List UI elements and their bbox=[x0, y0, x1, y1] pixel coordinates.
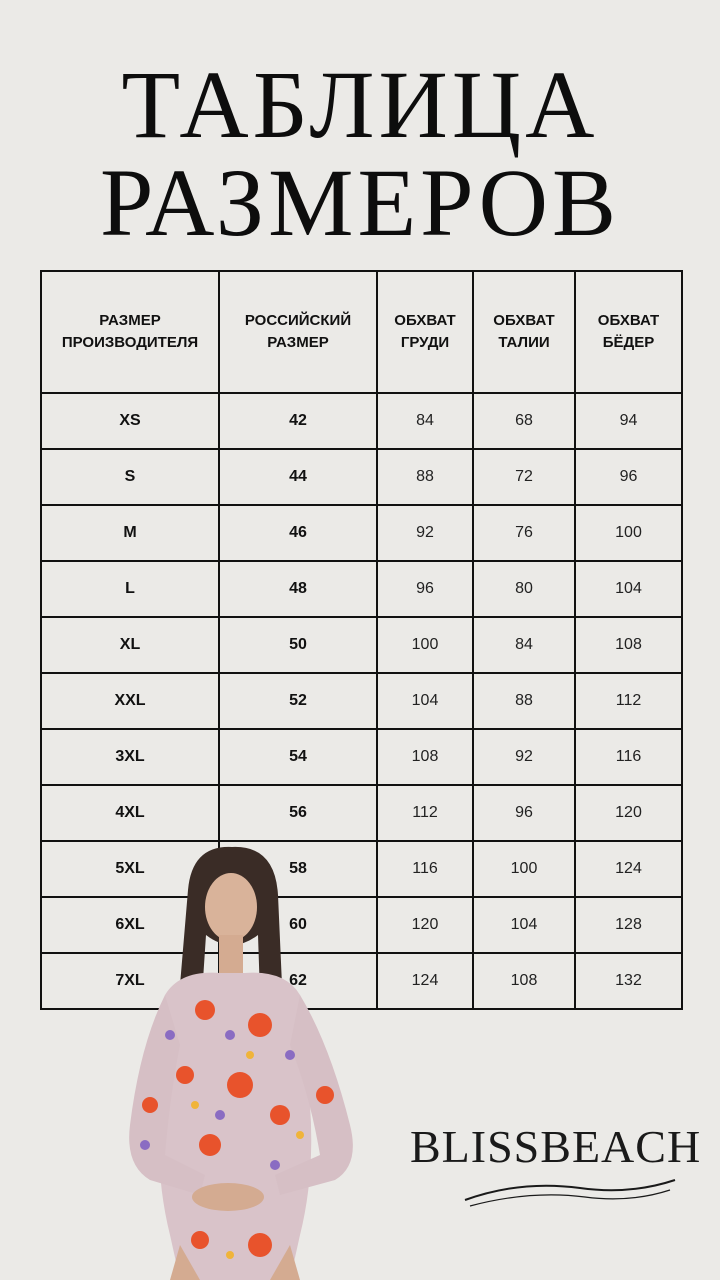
header-hips bbox=[575, 271, 682, 393]
cell-manufacturer-size: 3XL bbox=[41, 729, 219, 785]
header-hips-line2: БЁДЕР bbox=[602, 334, 655, 351]
brand-logo-text: BLISSBEACH bbox=[410, 1121, 702, 1172]
cell-hips: 120 bbox=[575, 785, 682, 841]
cell-bust: 92 bbox=[377, 505, 473, 561]
cell-hips: 94 bbox=[575, 393, 682, 449]
table-row bbox=[41, 561, 682, 617]
table-header-row bbox=[41, 271, 682, 393]
cell-bust: 108 bbox=[377, 729, 473, 785]
cell-hips: 116 bbox=[575, 729, 682, 785]
cell-waist: 76 bbox=[473, 505, 575, 561]
cell-russian-size: 54 bbox=[219, 729, 377, 785]
cell-hips: 108 bbox=[575, 617, 682, 673]
cell-bust: 116 bbox=[377, 841, 473, 897]
wave-swash-icon bbox=[410, 1120, 702, 1220]
cell-russian-size: 62 bbox=[219, 953, 377, 1009]
cell-bust: 120 bbox=[377, 897, 473, 953]
cell-russian-size: 48 bbox=[219, 561, 377, 617]
cell-manufacturer-size: 4XL bbox=[41, 785, 219, 841]
cell-bust: 124 bbox=[377, 953, 473, 1009]
cell-hips: 124 bbox=[575, 841, 682, 897]
header-waist bbox=[473, 271, 575, 393]
header-bust-line2: ГРУДИ bbox=[400, 334, 450, 351]
header-russian-size bbox=[219, 271, 377, 393]
header-russian-size-line1: РОССИЙСКИЙ bbox=[244, 312, 352, 329]
header-manufacturer-size-line2: ПРОИЗВОДИТЕЛЯ bbox=[61, 334, 199, 351]
cell-hips: 112 bbox=[575, 673, 682, 729]
header-hips-line1: ОБХВАТ bbox=[597, 312, 660, 329]
cell-bust: 88 bbox=[377, 449, 473, 505]
table-row bbox=[41, 673, 682, 729]
cell-manufacturer-size: XXL bbox=[41, 673, 219, 729]
cell-waist: 92 bbox=[473, 729, 575, 785]
header-manufacturer-size bbox=[41, 271, 219, 393]
brand-logo bbox=[410, 1120, 702, 1220]
cell-waist: 68 bbox=[473, 393, 575, 449]
cell-manufacturer-size: L bbox=[41, 561, 219, 617]
header-bust-line1: ОБХВАТ bbox=[394, 312, 456, 329]
cell-manufacturer-size: 7XL bbox=[41, 953, 219, 1009]
cell-bust: 112 bbox=[377, 785, 473, 841]
cell-bust: 104 bbox=[377, 673, 473, 729]
cell-hips: 132 bbox=[575, 953, 682, 1009]
table-row bbox=[41, 729, 682, 785]
cell-russian-size: 52 bbox=[219, 673, 377, 729]
header-manufacturer-size-line1: РАЗМЕР bbox=[99, 312, 161, 329]
cell-waist: 84 bbox=[473, 617, 575, 673]
cell-hips: 100 bbox=[575, 505, 682, 561]
header-waist-line2: ТАЛИИ bbox=[498, 334, 550, 351]
cell-russian-size: 50 bbox=[219, 617, 377, 673]
cell-bust: 96 bbox=[377, 561, 473, 617]
header-bust bbox=[377, 271, 473, 393]
table-row bbox=[41, 785, 682, 841]
cell-russian-size: 58 bbox=[219, 841, 377, 897]
table-row bbox=[41, 617, 682, 673]
cell-manufacturer-size: 5XL bbox=[41, 841, 219, 897]
cell-bust: 100 bbox=[377, 617, 473, 673]
cell-manufacturer-size: XS bbox=[41, 393, 219, 449]
header-russian-size-line2: РАЗМЕР bbox=[267, 334, 329, 351]
cell-waist: 108 bbox=[473, 953, 575, 1009]
cell-hips: 96 bbox=[575, 449, 682, 505]
model-photo bbox=[110, 845, 375, 1280]
cell-manufacturer-size: S bbox=[41, 449, 219, 505]
cell-russian-size: 46 bbox=[219, 505, 377, 561]
cell-waist: 80 bbox=[473, 561, 575, 617]
page-title-line-2: РАЗМЕРОВ bbox=[99, 149, 621, 256]
cell-waist: 88 bbox=[473, 673, 575, 729]
cell-russian-size: 42 bbox=[219, 393, 377, 449]
cell-waist: 72 bbox=[473, 449, 575, 505]
cell-russian-size: 44 bbox=[219, 449, 377, 505]
cell-bust: 84 bbox=[377, 393, 473, 449]
cell-manufacturer-size: M bbox=[41, 505, 219, 561]
header-waist-line1: ОБХВАТ bbox=[493, 312, 555, 329]
cell-hips: 104 bbox=[575, 561, 682, 617]
table-row bbox=[41, 393, 682, 449]
cell-russian-size: 60 bbox=[219, 897, 377, 953]
page-title-line-1: ТАБЛИЦА bbox=[121, 51, 599, 158]
cell-russian-size: 56 bbox=[219, 785, 377, 841]
cell-manufacturer-size: XL bbox=[41, 617, 219, 673]
cell-waist: 100 bbox=[473, 841, 575, 897]
cell-hips: 128 bbox=[575, 897, 682, 953]
cell-waist: 104 bbox=[473, 897, 575, 953]
table-row bbox=[41, 505, 682, 561]
cell-manufacturer-size: 6XL bbox=[41, 897, 219, 953]
cell-waist: 96 bbox=[473, 785, 575, 841]
table-row bbox=[41, 449, 682, 505]
